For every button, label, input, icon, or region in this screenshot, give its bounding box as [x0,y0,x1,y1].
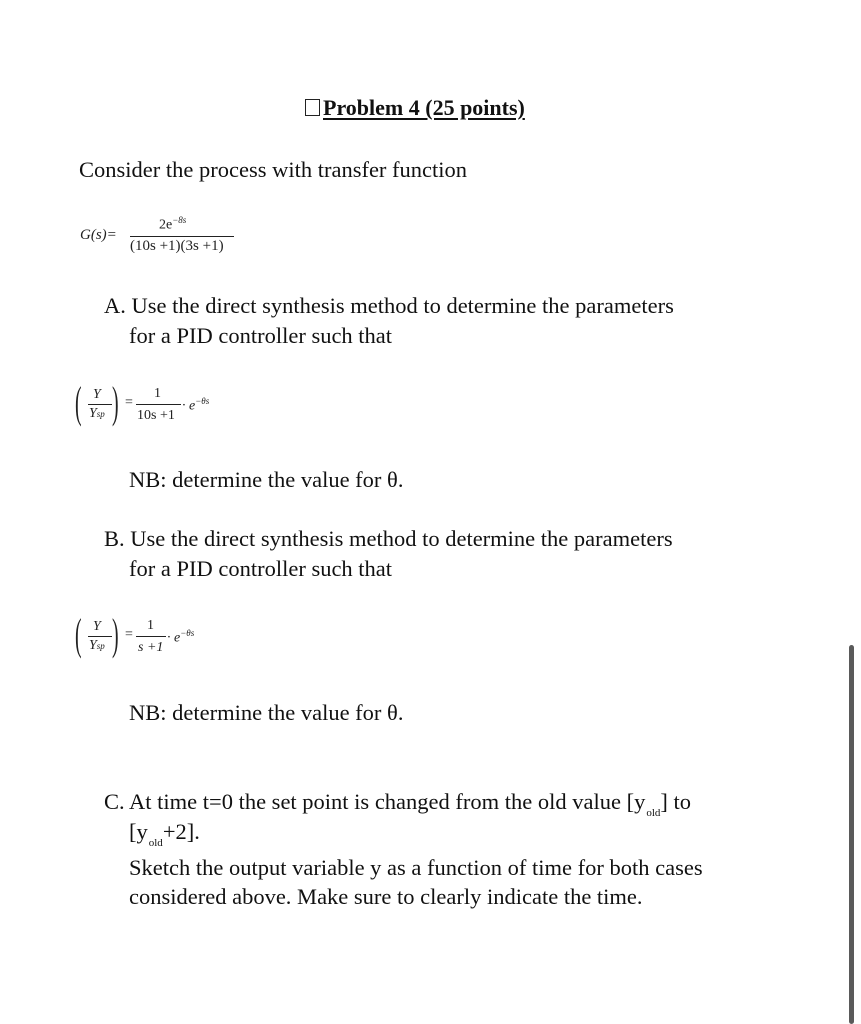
part-a-exp: · $e^{-\theta s}$ [182,396,210,414]
problem-title [305,95,525,121]
part-b-nb: NB: determine the value for θ. [129,700,404,725]
problem-title-text: Problem 4 (25 points) [323,95,525,120]
part-b-right-paren: ) [112,610,119,659]
vertical-scrollbar[interactable] [849,645,854,1024]
part-b-left-paren: ( [75,610,82,659]
part-b-numerator: 1 [147,618,154,633]
part-a-ysp: Ysp [89,406,105,421]
part-b-exp: · $e^{-\theta s}$ [167,628,195,646]
eq-g-fraction-bar [130,236,234,237]
part-a-denominator: 10s +1 [137,408,175,423]
part-b-y-bar [88,636,112,637]
part-b-line1: B. Use the direct synthesis method to determine the parameters [104,526,673,551]
part-b-y: Y [93,619,101,634]
part-a-fraction-bar [136,404,181,405]
part-b-ysp: Ysp [89,638,105,653]
part-a-numerator: 1 [154,386,161,401]
eq-g-numerator: $2e^{-8s}$ [159,215,187,233]
intro-text: Consider the process with transfer function [79,157,468,182]
part-b-denominator: s +1 [138,640,164,655]
part-c-line4: considered above. Make sure to clearly indicate the time. [129,884,643,909]
part-a-line1: A. Use the direct synthesis method to determine the parameters [104,293,674,318]
eq-g-lhs: G(s)= [80,227,117,243]
checkbox-glyph-icon [305,99,320,116]
part-b-equals: = [125,627,133,642]
part-a-right-paren: ) [112,378,119,427]
eq-g-denominator: (10s +1)(3s +1) [130,238,224,254]
part-b-line2: for a PID controller such that [129,556,393,581]
part-a-y: Y [93,387,101,402]
part-c-line1: C. At time t=0 the set point is changed from the old value $[y_{old}]$ to [104,789,692,819]
part-b-fraction-bar [136,636,166,637]
part-a-nb: NB: determine the value for θ. [129,467,404,492]
part-a-y-bar [88,404,112,405]
part-a-line2: for a PID controller such that [129,323,393,348]
part-c-line2: $[y_{old}+2]$. [129,819,200,849]
part-a-left-paren: ( [75,378,82,427]
part-a-equals: = [125,395,133,410]
part-c-line3: Sketch the output variable y as a function of time for both cases [129,855,703,880]
